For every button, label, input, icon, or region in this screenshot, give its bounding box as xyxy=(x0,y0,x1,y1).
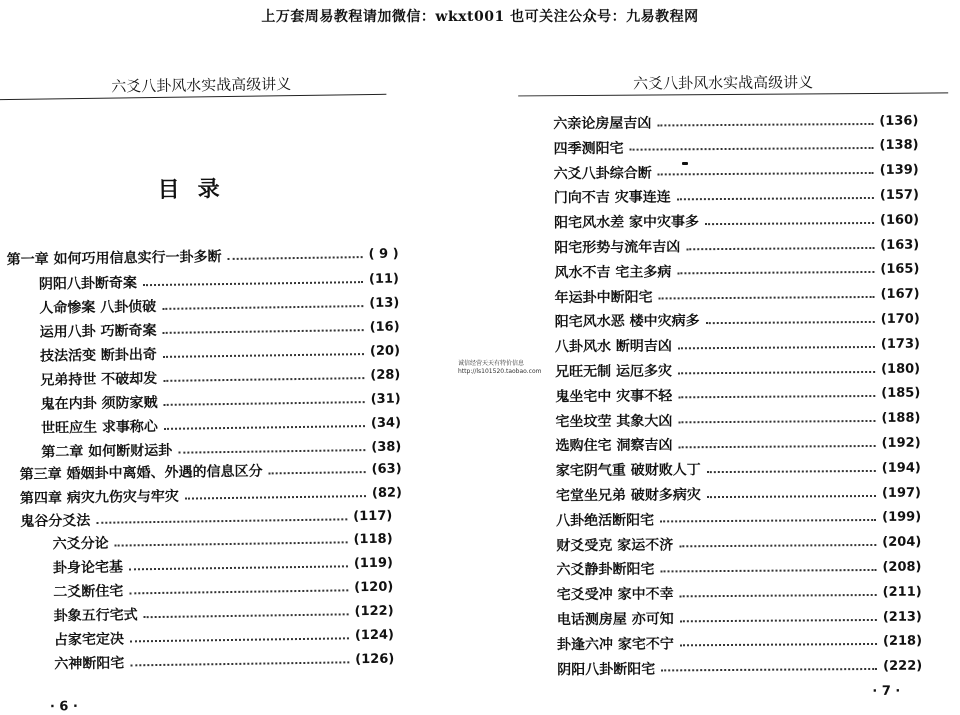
toc-entry-page: (20) xyxy=(369,343,401,359)
toc-dot-leader xyxy=(705,222,874,225)
toc-entry-page: (170) xyxy=(880,311,920,327)
toc-dot-leader xyxy=(677,271,874,274)
toc-entry-title: 阴阳八卦断阳宅 xyxy=(557,661,656,678)
toc-dot-leader xyxy=(269,471,366,474)
toc-dot-leader xyxy=(115,541,348,546)
toc-entry-page: (167) xyxy=(880,286,920,303)
toc-entry-title: 选购住宅 洞察吉凶 xyxy=(555,437,673,455)
toc-entry-page: (38) xyxy=(371,439,402,455)
toc-entry-page: (138) xyxy=(879,137,919,154)
toc-entry-title: 技法活变 断卦出奇 xyxy=(39,346,157,365)
right-toc-entry xyxy=(557,630,922,655)
left-toc-entry xyxy=(39,268,399,295)
toc-entry-title: 六爻分论 xyxy=(52,535,109,553)
left-page-number: · 6 · xyxy=(49,699,78,715)
toc-entry-page: (118) xyxy=(353,531,393,547)
toc-dot-leader xyxy=(163,377,364,382)
toc-entry-title: 六亲论房屋吉凶 xyxy=(553,115,652,133)
right-page-number: · 7 · xyxy=(872,683,901,699)
left-toc-entry xyxy=(41,412,401,439)
toc-entry-title: 阳宅形势与流年吉凶 xyxy=(554,239,681,257)
left-page xyxy=(0,0,460,715)
toc-dot-leader xyxy=(680,643,877,646)
toc-entry-page: (163) xyxy=(880,237,920,253)
toc-entry-title: 世旺应生 求事称心 xyxy=(40,418,158,437)
right-toc-entry xyxy=(556,457,921,482)
left-toc-entry xyxy=(19,458,401,485)
right-toc-entry xyxy=(556,482,921,507)
right-toc-entry xyxy=(556,556,921,581)
right-toc-entry xyxy=(555,407,920,432)
right-toc-entry xyxy=(555,283,920,308)
toc-dot-leader xyxy=(178,449,365,454)
toc-entry-page: (126) xyxy=(355,651,395,667)
toc-dot-leader xyxy=(707,494,876,497)
toc-entry-page: (124) xyxy=(354,627,395,643)
toc-dot-leader xyxy=(657,122,873,126)
toc-dot-leader xyxy=(678,346,875,349)
ink-smudge xyxy=(682,162,688,165)
watermark-line: 诚信经营天天有特价信息 xyxy=(458,360,525,367)
toc-entry-title: 二爻断住宅 xyxy=(53,583,124,601)
right-toc-entry xyxy=(557,606,922,631)
toc-dot-leader xyxy=(677,197,874,200)
toc-entry-page: (63) xyxy=(371,461,402,477)
toc-title: 目录 xyxy=(157,176,238,203)
left-toc-entry xyxy=(53,600,393,627)
toc-entry-title: 第二章 如何断财运卦 xyxy=(41,442,173,461)
toc-dot-leader xyxy=(686,246,874,249)
right-toc-entry xyxy=(554,159,919,184)
toc-entry-title: 家宅阴气重 破财败人丁 xyxy=(555,462,701,480)
toc-entry-page: (180) xyxy=(881,361,921,377)
toc-entry-page: (197) xyxy=(881,485,922,501)
toc-entry-title: 年运卦中断阳宅 xyxy=(554,289,653,306)
toc-entry-page: (208) xyxy=(882,559,922,575)
toc-entry-page: (119) xyxy=(353,555,394,571)
right-toc-entry xyxy=(555,333,920,358)
right-toc-entry xyxy=(556,531,921,556)
toc-dot-leader xyxy=(680,594,877,597)
left-toc-entry xyxy=(40,364,400,391)
toc-dot-leader xyxy=(678,420,875,423)
toc-dot-leader xyxy=(678,395,875,398)
left-toc-entry xyxy=(6,243,398,270)
toc-entry-title: 六爻静卦断阳宅 xyxy=(556,561,655,579)
toc-entry-page: (165) xyxy=(880,261,920,278)
left-toc-entry xyxy=(53,576,393,603)
right-header-rule xyxy=(518,92,948,96)
toc-entry-title: 八卦绝活断阳宅 xyxy=(556,512,655,529)
toc-entry-page: (34) xyxy=(370,415,402,431)
left-toc-entry xyxy=(40,340,400,367)
toc-entry-title: 六神断阳宅 xyxy=(54,655,125,673)
left-toc-entry xyxy=(54,648,394,675)
right-toc-entry xyxy=(554,184,919,209)
toc-dot-leader xyxy=(143,281,363,286)
left-toc-entry xyxy=(53,552,393,579)
toc-dot-leader xyxy=(678,370,875,373)
right-toc-entry xyxy=(555,358,920,383)
right-toc-entry xyxy=(555,382,920,407)
toc-entry-page: (222) xyxy=(883,658,923,674)
left-toc-entry xyxy=(41,388,401,415)
watermark-stamp xyxy=(458,360,541,376)
toc-entry-title: 卦象五行宅式 xyxy=(53,607,138,625)
toc-entry-title: 第四章 病灾九伤灾与牢灾 xyxy=(19,488,179,507)
toc-entry-title: 鬼坐宅中 灾事不轻 xyxy=(555,388,673,405)
right-toc-entry xyxy=(557,655,922,680)
right-toc-entry xyxy=(556,506,921,531)
toc-entry-title: 鬼谷分爻法 xyxy=(20,512,91,530)
toc-dot-leader xyxy=(680,618,877,621)
toc-entry-page: (188) xyxy=(881,410,921,427)
toc-entry-title: 鬼在内卦 须防家贼 xyxy=(40,394,158,413)
right-toc-entry xyxy=(556,432,921,457)
toc-dot-leader xyxy=(130,661,349,666)
toc-entry-title: 兄弟持世 不破却发 xyxy=(40,370,158,389)
right-toc-entry xyxy=(554,209,919,234)
toc-dot-leader xyxy=(164,425,365,430)
toc-dot-leader xyxy=(630,147,874,151)
toc-dot-leader xyxy=(659,296,875,300)
right-page-header: 六爻八卦风水实战高级讲义 xyxy=(633,73,814,93)
toc-entry-page: (16) xyxy=(369,319,400,335)
toc-dot-leader xyxy=(706,321,875,324)
toc-dot-leader xyxy=(661,569,877,573)
toc-entry-page: (160) xyxy=(879,212,920,228)
wechat-banner: 上万套周易教程请加微信：wkxt001 也可关注公众号：九易教程网 xyxy=(261,9,699,25)
toc-dot-leader xyxy=(163,353,364,358)
toc-dot-leader xyxy=(129,565,348,570)
toc-dot-leader xyxy=(185,495,366,500)
toc-entry-title: 宅爻受冲 家中不幸 xyxy=(556,586,674,604)
toc-dot-leader xyxy=(96,518,347,524)
toc-entry-title: 阳宅风水差 家中灾事多 xyxy=(554,214,700,232)
toc-dot-leader xyxy=(679,445,876,448)
toc-entry-page: (31) xyxy=(370,391,401,407)
toc-entry-page: (213) xyxy=(882,609,922,625)
left-toc-entry xyxy=(40,316,400,343)
toc-dot-leader xyxy=(228,256,363,260)
toc-dot-leader xyxy=(144,613,349,618)
toc-entry-page: (120) xyxy=(354,579,394,595)
toc-entry-page: (199) xyxy=(882,509,922,526)
toc-dot-leader xyxy=(658,172,874,176)
toc-dot-leader xyxy=(163,329,364,334)
left-toc-entry xyxy=(54,624,394,651)
toc-dot-leader xyxy=(707,470,876,473)
right-page xyxy=(488,0,960,711)
right-toc-entry xyxy=(555,308,920,333)
right-toc-entry xyxy=(553,110,918,135)
left-toc-entry xyxy=(52,528,392,555)
left-page-header: 六爻八卦风水实战高级讲义 xyxy=(111,75,292,96)
toc-entry-page: (117) xyxy=(353,508,393,524)
toc-entry-title: 电话测房屋 亦可知 xyxy=(556,611,674,629)
toc-entry-title: 人命惨案 八卦侦破 xyxy=(39,298,157,317)
toc-entry-title: 运用八卦 巧断奇案 xyxy=(39,322,157,341)
right-toc-entry xyxy=(557,581,922,606)
toc-entry-page: (211) xyxy=(882,584,922,600)
toc-entry-page: (157) xyxy=(879,187,919,203)
toc-entry-page: (185) xyxy=(881,385,921,402)
toc-entry-title: 八卦风水 断明吉凶 xyxy=(554,338,672,356)
left-toc-entry xyxy=(39,292,399,319)
toc-entry-title: 卦逢六冲 家宅不宁 xyxy=(556,636,674,653)
watermark-line: http://ls101520.taobao.com xyxy=(458,368,542,375)
toc-entry-title: 宅堂坐兄弟 破财多病灾 xyxy=(555,487,701,505)
toc-dot-leader xyxy=(162,305,363,310)
toc-entry-title: 占家宅定决 xyxy=(53,631,125,649)
toc-dot-leader xyxy=(164,401,365,406)
toc-entry-title: 第一章 如何巧用信息实行一卦多断 xyxy=(6,249,222,269)
toc-dot-leader xyxy=(129,589,348,594)
toc-dot-leader xyxy=(130,637,349,642)
toc-entry-page: (82) xyxy=(371,485,403,501)
toc-entry-title: 六爻八卦综合断 xyxy=(553,165,652,182)
toc-entry-title: 卦身论宅基 xyxy=(52,559,124,577)
toc-dot-leader xyxy=(661,668,877,672)
toc-entry-page: (204) xyxy=(882,534,922,551)
toc-entry-title: 门向不吉 灾事连连 xyxy=(553,189,671,207)
toc-entry-page: (13) xyxy=(369,295,400,311)
right-toc-entry xyxy=(553,134,918,159)
toc-entry-title: 风水不吉 宅主多病 xyxy=(554,264,672,281)
toc-entry-page: (136) xyxy=(879,113,919,129)
toc-dot-leader xyxy=(679,544,876,547)
toc-entry-title: 财爻受克 家运不济 xyxy=(556,536,674,554)
toc-entry-page: ( 9 ) xyxy=(368,246,399,262)
toc-entry-title: 四季测阳宅 xyxy=(553,140,624,157)
right-toc-entry xyxy=(554,258,919,283)
toc-entry-title: 阳宅风水恶 楼中灾病多 xyxy=(554,313,700,331)
toc-entry-page: (173) xyxy=(880,336,920,352)
toc-entry-title: 兄旺无制 运厄多灾 xyxy=(555,363,673,381)
toc-dot-leader xyxy=(660,519,876,523)
toc-entry-page: (11) xyxy=(368,271,400,287)
toc-entry-page: (218) xyxy=(882,633,923,650)
toc-entry-page: (194) xyxy=(881,460,921,476)
toc-entry-title: 宅坐坟茔 其象大凶 xyxy=(555,412,673,430)
toc-entry-page: (28) xyxy=(370,367,401,383)
right-toc-entry xyxy=(554,234,919,259)
toc-entry-page: (192) xyxy=(881,435,921,451)
toc-entry-page: (139) xyxy=(879,162,919,179)
toc-entry-title: 阴阳八卦断奇案 xyxy=(38,275,138,293)
toc-entry-page: (122) xyxy=(354,603,394,619)
toc-entry-title: 第三章 婚姻卦中离婚、外遇的信息区分 xyxy=(19,463,263,483)
